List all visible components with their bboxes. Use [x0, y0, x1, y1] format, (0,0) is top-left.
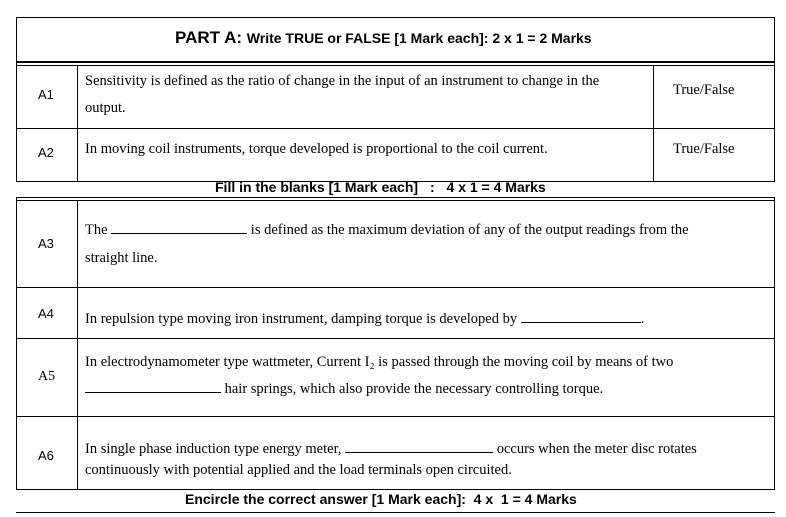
table-rule [16, 65, 775, 66]
question-a6-text-before: In single phase induction type energy meter, [85, 441, 342, 457]
question-a3-line1 [85, 223, 689, 238]
part-a-heading [175, 29, 592, 46]
question-number-a5: A5 [38, 369, 56, 384]
fill-blanks-heading-title: Fill in the blanks [1 Mark each] [215, 179, 419, 195]
table-rule [16, 287, 775, 288]
answer-blank-a4 [521, 322, 641, 323]
question-a4-text-before: In repulsion type moving iron instrument, damping torque is developed by [85, 311, 518, 327]
bottom-rule [16, 512, 775, 513]
fill-blanks-heading [215, 180, 546, 194]
part-a-title: PART A: [175, 28, 243, 47]
answer-blank-a5 [85, 392, 221, 393]
answer-blank-a3 [111, 233, 247, 234]
question-a3-text-before: The [85, 222, 108, 238]
table-rule [16, 338, 775, 339]
table-rule [653, 65, 654, 182]
question-a2-text: In moving coil instruments, torque developed is proportional to the coil current. [85, 141, 548, 157]
question-a5-line1: In electrodynamometer type wattmeter, Current I₂ is passed through the moving coil by means of two [85, 354, 674, 370]
table-rule [16, 128, 775, 129]
table-rule [77, 200, 78, 490]
question-number-a6: A6 [38, 448, 54, 463]
question-a6-line1 [85, 442, 697, 457]
question-number-a1: A1 [38, 87, 54, 102]
question-a1-text-line2: output. [85, 100, 126, 116]
question-a1-text-line1: Sensitivity is defined as the ratio of change in the input of an instrument to change in the [85, 73, 600, 89]
question-number-a4: A4 [38, 306, 54, 321]
question-a3-text-after: is defined as the maximum deviation of any of the output readings from the [250, 222, 689, 238]
answer-a2-true-false: True/False [673, 141, 735, 157]
answer-blank-a6 [345, 452, 493, 453]
question-number-a2: A2 [38, 145, 54, 160]
question-a4-text-after: . [640, 311, 645, 327]
table-rule [16, 200, 775, 201]
question-number-a3: A3 [38, 236, 54, 251]
question-a6-text-after: occurs when the meter disc rotates [496, 441, 697, 457]
question-a3-line2: straight line. [85, 250, 158, 266]
question-a4-line1 [85, 312, 644, 327]
fill-blanks-heading-colon: : [429, 179, 435, 195]
fill-blanks-heading-marks: 4 x 1 = 4 Marks [446, 179, 546, 195]
table-rule [77, 65, 78, 182]
answer-a1-true-false: True/False [673, 82, 735, 98]
question-a5-text-after: hair springs, which also provide the necessary controlling torque. [224, 381, 604, 397]
part-a-instructions: Write TRUE or FALSE [1 Mark each]: 2 x 1 = 2 Marks [246, 30, 592, 46]
question-a6-line2: continuously with potential applied and the load terminals open circuited. [85, 462, 512, 478]
question-a5-line2 [85, 382, 603, 397]
encircle-heading: Encircle the correct answer [1 Mark each]: 4 x 1 = 4 Marks [185, 491, 577, 507]
table-rule [16, 416, 775, 417]
